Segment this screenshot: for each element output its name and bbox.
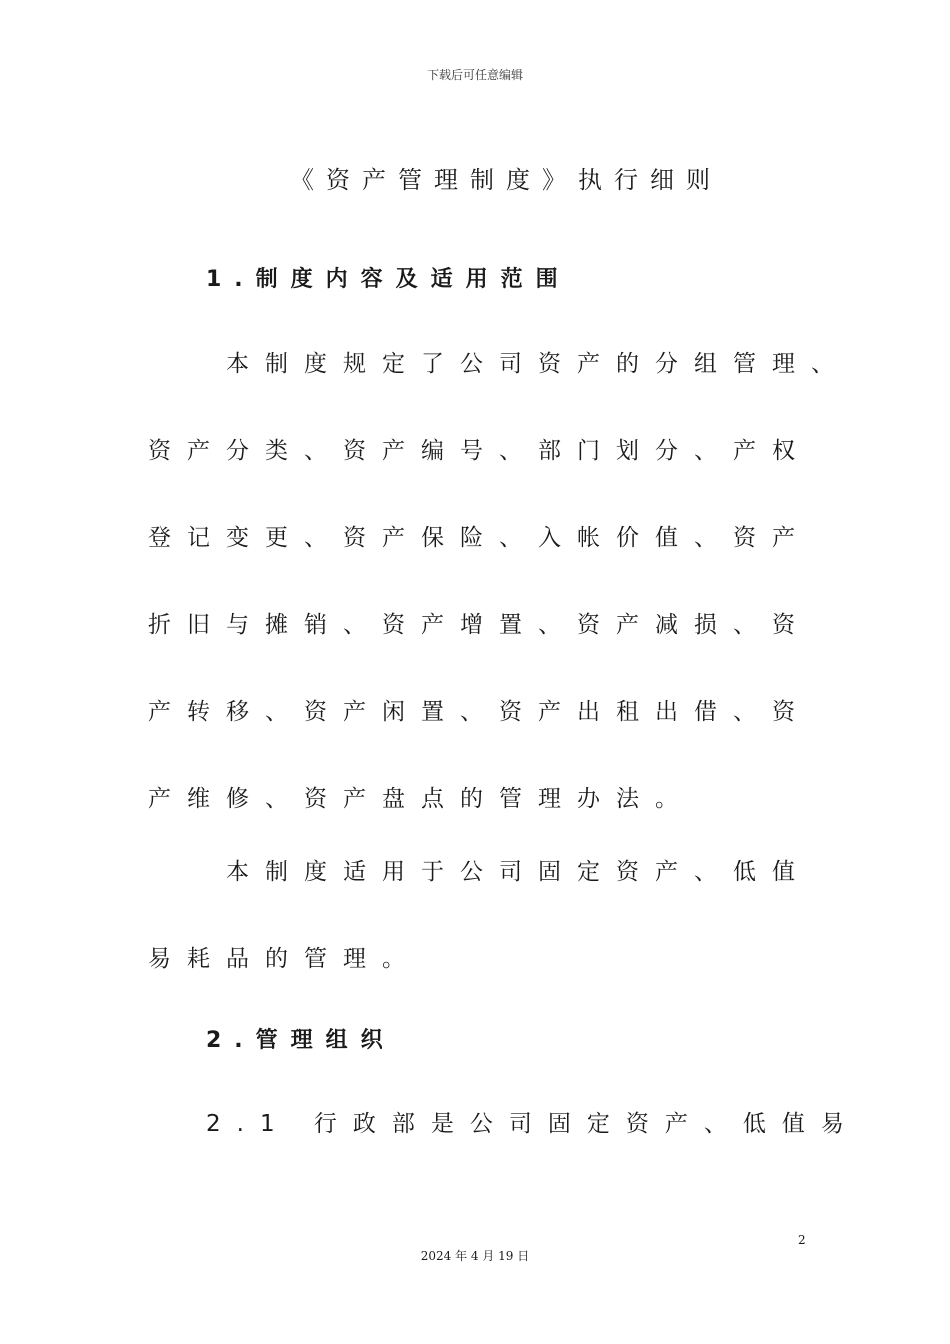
paragraph-line: 本制度规定了公司资产的分组管理、: [226, 351, 850, 377]
document-title: 《资产管理制度》执行细则: [290, 166, 722, 194]
page-number: 2: [798, 1233, 806, 1247]
paragraph-line: 2.1 行政部是公司固定资产、低值易: [206, 1111, 860, 1137]
page-header: 下载后可任意编辑: [426, 68, 523, 82]
paragraph-line: 易耗品的管理。: [148, 946, 421, 972]
paragraph-line: 登记变更、资产保险、入帐价值、资产: [148, 525, 811, 551]
footer-date: 2024 年 4 月 19 日: [420, 1249, 530, 1263]
paragraph-line: 产维修、资产盘点的管理办法。: [148, 786, 694, 812]
paragraph-line: 本制度适用于公司固定资产、低值: [226, 859, 811, 885]
section-heading-1: 1.制度内容及适用范围: [206, 267, 571, 292]
paragraph-line: 产转移、资产闲置、资产出租出借、资: [148, 699, 811, 725]
paragraph-line: 折旧与摊销、资产增置、资产减损、资: [148, 612, 811, 638]
section-heading-2: 2.管理组织: [206, 1028, 396, 1053]
paragraph-line: 资产分类、资产编号、部门划分、产权: [148, 438, 811, 464]
